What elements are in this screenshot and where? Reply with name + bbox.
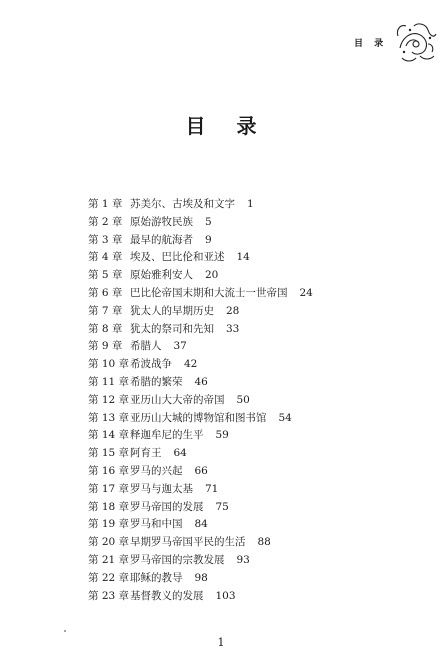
toc-page-number: 1 bbox=[247, 198, 254, 210]
toc-entry bbox=[88, 214, 313, 232]
toc-entry bbox=[88, 463, 313, 481]
toc-chapter-number: 第 1 章 bbox=[88, 198, 123, 210]
toc-entry bbox=[88, 534, 313, 552]
toc-entry bbox=[88, 570, 313, 588]
toc-entry bbox=[88, 303, 313, 321]
page-title: 目 录 bbox=[185, 114, 269, 138]
toc-entry bbox=[88, 410, 313, 428]
toc-entry bbox=[88, 588, 313, 606]
toc-chapter-number: 第 8 章 bbox=[88, 322, 123, 335]
toc-chapter-number: 第 7 章 bbox=[88, 304, 123, 317]
toc-chapter-title: 释迦牟尼的生平 bbox=[130, 429, 204, 442]
toc-chapter-number: 第 23 章 bbox=[88, 589, 130, 602]
toc-page-number: 14 bbox=[236, 251, 250, 264]
toc-chapter-title: 埃及、巴比伦和亚述 bbox=[130, 251, 225, 264]
toc-chapter-number: 第 16 章 bbox=[88, 464, 130, 477]
toc-chapter-number: 第 4 章 bbox=[88, 251, 123, 264]
toc-entry bbox=[88, 249, 313, 267]
toc-entry bbox=[88, 499, 313, 517]
toc-chapter-title: 原始雅利安人 bbox=[130, 269, 193, 282]
toc-entry bbox=[88, 232, 313, 250]
toc-chapter-title: 罗马与迦太基 bbox=[130, 482, 193, 495]
running-header: 目 录 bbox=[354, 39, 388, 49]
toc-entry bbox=[88, 285, 313, 303]
toc-entry bbox=[88, 445, 313, 463]
toc-chapter-number: 第 11 章 bbox=[88, 375, 130, 388]
decorative-ornament-icon bbox=[392, 18, 438, 66]
toc-chapter-title: 希波战争 bbox=[130, 358, 172, 371]
toc-chapter-number: 第 21 章 bbox=[88, 553, 130, 566]
toc-page-number: 84 bbox=[194, 518, 208, 531]
print-speck bbox=[64, 630, 66, 632]
toc-chapter-title: 罗马帝国的宗教发展 bbox=[130, 553, 225, 566]
toc-entry bbox=[88, 427, 313, 445]
toc-chapter-number: 第 19 章 bbox=[88, 518, 130, 531]
toc-page-number: 33 bbox=[226, 322, 240, 335]
toc-entry bbox=[88, 374, 313, 392]
toc-chapter-title: 耶稣的教导 bbox=[130, 571, 183, 584]
toc-chapter-number: 第 20 章 bbox=[88, 536, 130, 549]
toc-chapter-number: 第 5 章 bbox=[88, 269, 123, 282]
toc-chapter-number: 第 6 章 bbox=[88, 286, 123, 299]
toc-page-number: 37 bbox=[173, 340, 187, 353]
toc-chapter-number: 第 22 章 bbox=[88, 571, 130, 584]
toc-chapter-title: 早期罗马帝国平民的生活 bbox=[130, 536, 246, 549]
toc-chapter-number: 第 9 章 bbox=[88, 340, 123, 353]
toc-page-number: 20 bbox=[205, 269, 219, 282]
toc-chapter-number: 第 12 章 bbox=[88, 393, 130, 406]
toc-chapter-title: 罗马帝国的发展 bbox=[130, 500, 204, 513]
toc-entry bbox=[88, 392, 313, 410]
toc-page-number: 9 bbox=[205, 233, 212, 246]
toc-chapter-number: 第 10 章 bbox=[88, 358, 130, 371]
toc-page-number: 88 bbox=[257, 536, 271, 549]
toc-chapter-title: 亚历山大大帝的帝国 bbox=[130, 393, 225, 406]
toc-entry bbox=[88, 267, 313, 285]
toc-page-number: 24 bbox=[299, 286, 313, 299]
toc-page-number: 75 bbox=[215, 500, 229, 513]
toc-chapter-number: 第 18 章 bbox=[88, 500, 130, 513]
toc-entry bbox=[88, 481, 313, 499]
toc-chapter-title: 苏美尔、古埃及和文字 bbox=[130, 198, 235, 210]
toc-chapter-title: 最早的航海者 bbox=[130, 233, 193, 246]
toc-chapter-number: 第 14 章 bbox=[88, 429, 130, 442]
toc-entry bbox=[88, 516, 313, 534]
toc-page-number: 66 bbox=[194, 464, 208, 477]
toc-chapter-title: 犹太的祭司和先知 bbox=[130, 322, 214, 335]
toc-page-number: 71 bbox=[205, 482, 219, 495]
toc-chapter-number: 第 13 章 bbox=[88, 411, 130, 424]
toc-chapter-title: 罗马和中国 bbox=[130, 518, 183, 531]
toc-entry bbox=[88, 321, 313, 339]
toc-page-number: 54 bbox=[278, 411, 292, 424]
toc-entry bbox=[88, 196, 313, 214]
table-of-contents bbox=[88, 196, 313, 605]
toc-chapter-title: 希腊的繁荣 bbox=[130, 375, 183, 388]
toc-chapter-title: 原始游牧民族 bbox=[130, 215, 193, 228]
toc-page-number: 46 bbox=[194, 375, 208, 388]
toc-page-number: 28 bbox=[226, 304, 240, 317]
toc-page-number: 5 bbox=[205, 215, 212, 228]
toc-chapter-number: 第 3 章 bbox=[88, 233, 123, 246]
toc-chapter-title: 亚历山大城的博物馆和图书馆 bbox=[130, 411, 267, 424]
toc-entry bbox=[88, 552, 313, 570]
toc-chapter-number: 第 15 章 bbox=[88, 447, 130, 460]
toc-chapter-title: 罗马的兴起 bbox=[130, 464, 183, 477]
toc-chapter-number: 第 17 章 bbox=[88, 482, 130, 495]
toc-entry bbox=[88, 338, 313, 356]
toc-page-number: 64 bbox=[173, 447, 187, 460]
toc-chapter-title: 希腊人 bbox=[130, 340, 162, 353]
toc-page-number: 59 bbox=[215, 429, 229, 442]
toc-page-number: 103 bbox=[215, 589, 236, 602]
toc-chapter-title: 巴比伦帝国末期和大流士一世帝国 bbox=[130, 286, 288, 299]
toc-page-number: 50 bbox=[236, 393, 250, 406]
toc-chapter-title: 犹太人的早期历史 bbox=[130, 304, 214, 317]
toc-page-number: 93 bbox=[236, 553, 250, 566]
toc-chapter-title: 基督教义的发展 bbox=[130, 589, 204, 602]
page-number: 1 bbox=[217, 636, 225, 649]
toc-chapter-title: 阿育王 bbox=[130, 447, 162, 460]
toc-page-number: 98 bbox=[194, 571, 208, 584]
toc-chapter-number: 第 2 章 bbox=[88, 215, 123, 228]
toc-entry bbox=[88, 356, 313, 374]
toc-page-number: 42 bbox=[184, 358, 198, 371]
